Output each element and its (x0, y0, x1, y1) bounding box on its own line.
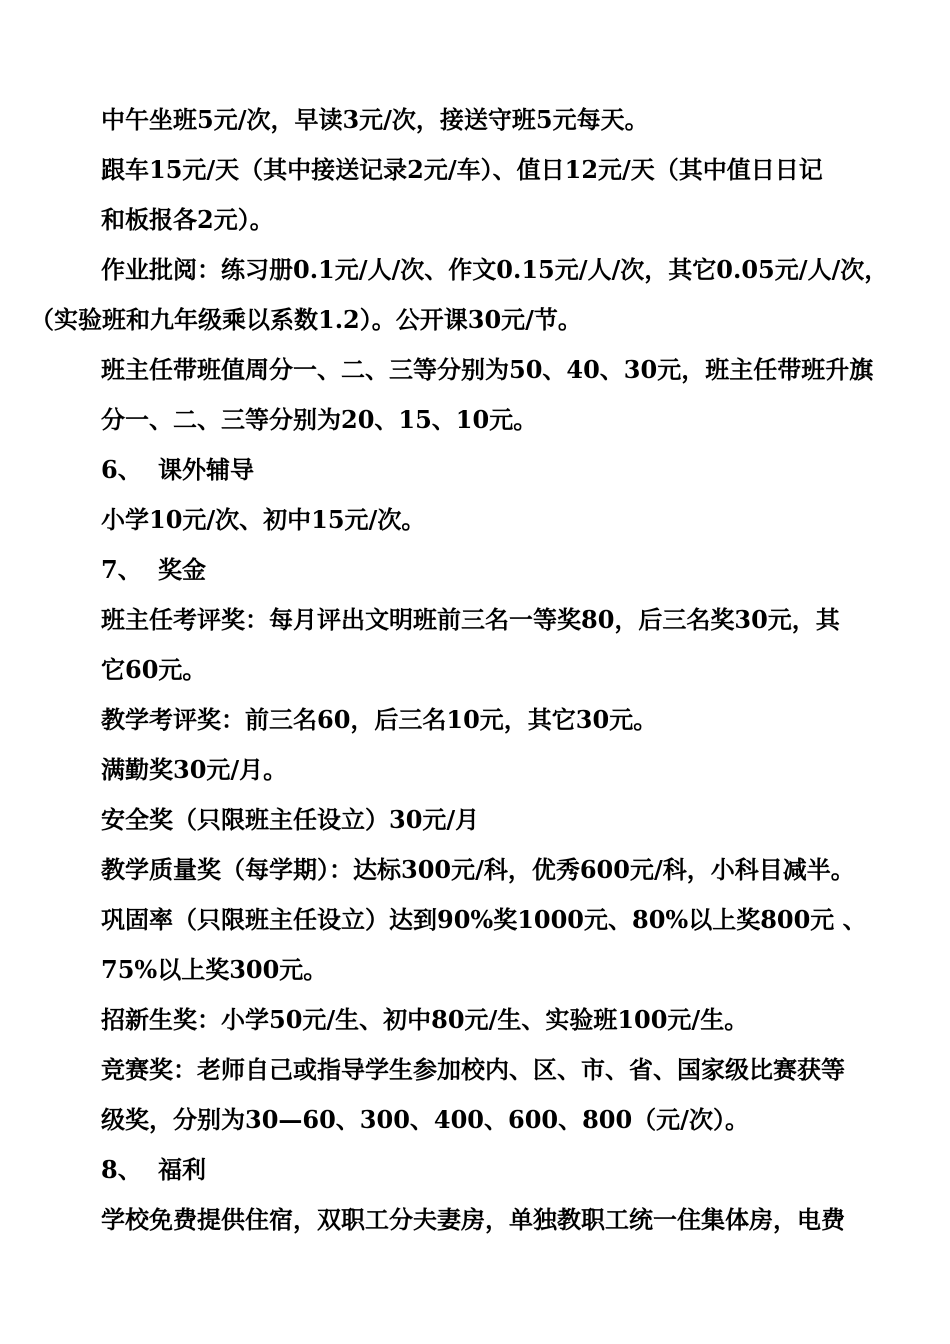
text-line: 级奖，分别为30—60、300、400、600、800（元/次）。 (101, 1105, 749, 1134)
text-line: 满勤奖30元/月。 (101, 755, 288, 784)
text-line: 中午坐班5元/次，早读3元/次，接送守班5元每天。 (101, 105, 649, 134)
text-line: 班主任带班值周分一、二、三等分别为50、40、30元，班主任带班升旗 (101, 355, 874, 384)
text-line: 跟车15元/天（其中接送记录2元/车）、值日12元/天（其中值日日记 (101, 155, 823, 184)
section-heading (101, 555, 206, 585)
text-line: 学校免费提供住宿，双职工分夫妻房，单独教职工统一住集体房，电费 (101, 1205, 845, 1234)
section-number: 6、 (101, 455, 142, 484)
text-line: 教学质量奖（每学期）：达标300元/科，优秀600元/科，小科目减半。 (101, 855, 855, 884)
section-title: 奖金 (158, 555, 206, 584)
text-line: 分一、二、三等分别为20、15、10元。 (101, 405, 538, 434)
section-title: 福利 (158, 1155, 206, 1184)
text-line: 75%以上奖300元。 (101, 955, 328, 984)
text-line: 班主任考评奖：每月评出文明班前三名一等奖80，后三名奖30元，其 (101, 605, 840, 634)
text-line: 巩固率（只限班主任设立）达到90%奖1000元、80%以上奖800元 、 (101, 905, 867, 934)
text-line: 竞赛奖：老师自己或指导学生参加校内、区、市、省、国家级比赛获等 (101, 1055, 845, 1084)
section-heading (101, 1155, 206, 1185)
text-line: 小学10元/次、初中15元/次。 (101, 505, 426, 534)
text-line: 安全奖（只限班主任设立）30元/月 (101, 805, 480, 834)
section-title: 课外辅导 (158, 455, 254, 484)
section-number: 8、 (101, 1155, 142, 1184)
text-line: 和板报各2元）。 (101, 205, 274, 234)
text-line: 它60元。 (101, 655, 207, 684)
text-line: 作业批阅：练习册0.1元/人/次、作文0.15元/人/次，其它0.05元/人/次， (101, 255, 889, 284)
text-line: 教学考评奖：前三名60，后三名10元，其它30元。 (101, 705, 658, 734)
text-line: （实验班和九年级乘以系数1.2）。公开课30元/节。 (30, 305, 582, 334)
text-line: 招新生奖：小学50元/生、初中80元/生、实验班100元/生。 (101, 1005, 749, 1034)
section-heading (101, 455, 254, 485)
section-number: 7、 (101, 555, 142, 584)
